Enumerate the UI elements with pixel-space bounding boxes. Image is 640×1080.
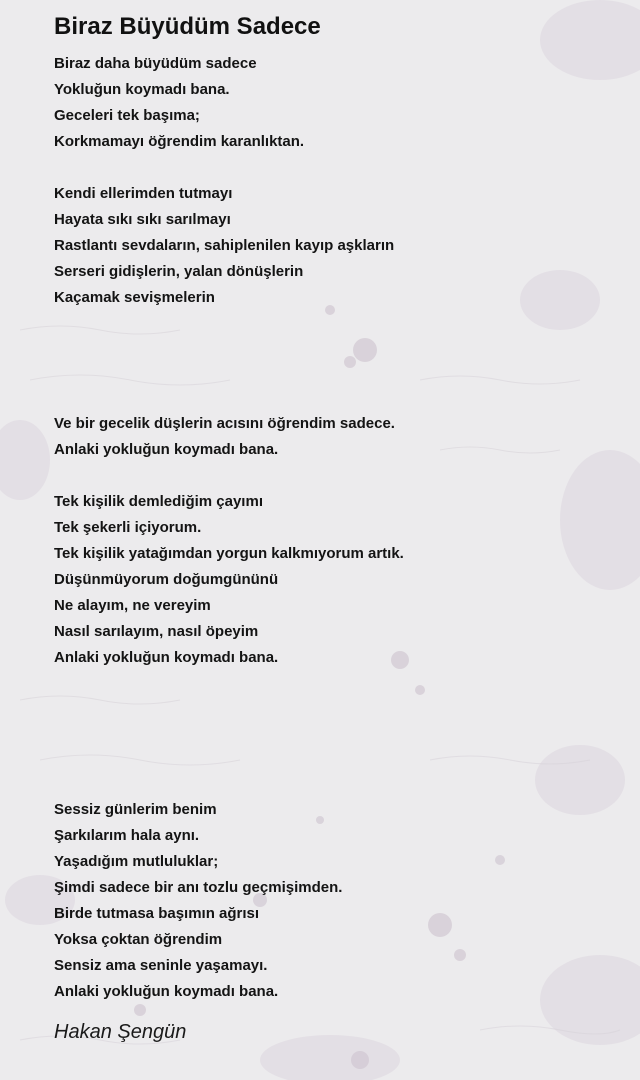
stanza-3 [54,411,395,463]
poem-line: Geceleri tek başıma; [54,107,200,124]
poem-line: Kendi ellerimden tutmayı [54,185,233,202]
poem-line: Nasıl sarılayım, nasıl öpeyim [54,623,259,640]
stanza-4 [54,489,404,671]
poem-line: Birde tutmasa başımın ağrısı [54,905,260,922]
poem-line: Hayata sıkı sıkı sarılmayı [54,211,231,228]
poem-line: Yoksa çoktan öğrendim [54,931,223,948]
poem-line: Rastlantı sevdaların, sahiplenilen kayıp aşkların [54,237,395,254]
poem-line: Tek şekerli içiyorum. [54,519,202,536]
poem-line: Düşünmüyorum doğumgününü [54,571,279,588]
poem-line: Kaçamak sevişmelerin [54,289,215,306]
poem-line: Yokluğun koymadı bana. [54,81,230,98]
poem-line: Tek kişilik yatağımdan yorgun kalkmıyorum artık. [54,545,404,562]
poem-line: Sessiz günlerim benim [54,801,217,818]
poem-line: Serseri gidişlerin, yalan dönüşlerin [54,263,304,280]
poem-line: Anlaki yokluğun koymadı bana. [54,441,279,458]
poem-line: Ne alayım, ne vereyim [54,597,211,614]
stanza-1 [54,51,304,155]
poem-line: Şimdi sadece bir anı tozlu geçmişimden. [54,879,343,896]
stanza-2 [54,181,394,311]
poem-line: Anlaki yokluğun koymadı bana. [54,983,279,1000]
poem-line: Biraz daha büyüdüm sadece [54,55,257,72]
poem-line: Tek kişilik demlediğim çayımı [54,493,263,510]
poem-title: Biraz Büyüdüm Sadece [54,13,321,40]
poem-line: Yaşadığım mutluluklar; [54,853,219,870]
poem-line: Korkmamayı öğrendim karanlıktan. [54,133,305,150]
poem-line: Sensiz ama seninle yaşamayı. [54,957,268,974]
poem-line: Anlaki yokluğun koymadı bana. [54,649,279,666]
poem-line: Ve bir gecelik düşlerin acısını öğrendim sadece. [54,415,395,432]
poem-author: Hakan Şengün [54,1021,187,1043]
stanza-5 [54,797,342,1005]
poem-line: Şarkılarım hala aynı. [54,827,200,844]
